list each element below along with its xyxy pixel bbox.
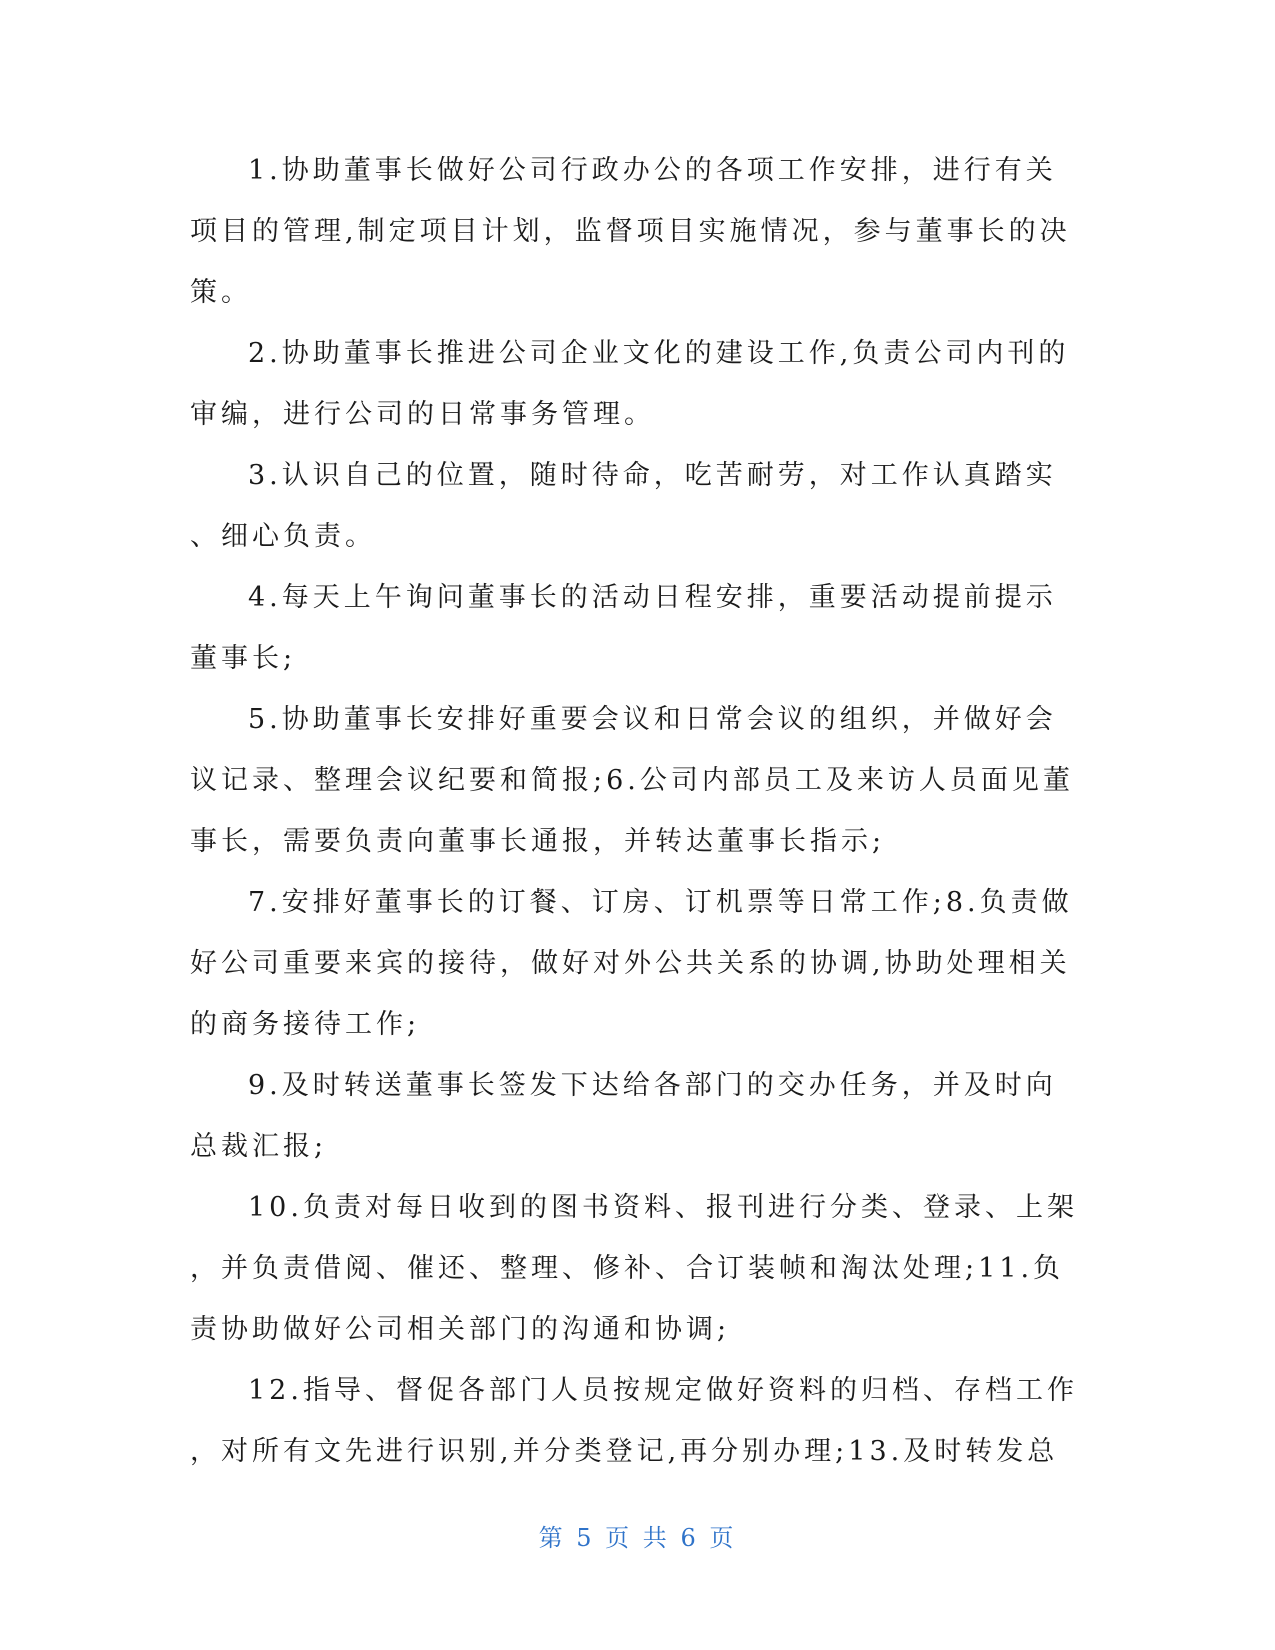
paragraph-line: 2.协助董事长推进公司企业文化的建设工作,负责公司内刊的 <box>248 338 1070 369</box>
paragraph-line: 议记录、整理会议纪要和简报;6.公司内部员工及来访人员面见董 <box>190 765 1074 796</box>
paragraph-line: 项目的管理,制定项目计划，监督项目实施情况，参与董事长的决 <box>190 216 1071 247</box>
paragraph-4 <box>190 567 1070 689</box>
paragraph-line: 事长，需要负责向董事长通报，并转达董事长指示; <box>190 826 886 857</box>
paragraph-line: ，对所有文先进行识别,并分类登记,再分别办理;13.及时转发总 <box>190 1436 1059 1467</box>
paragraph-line: 责协助做好公司相关部门的沟通和协调; <box>190 1314 731 1345</box>
page-number-footer: 第 5 页 共 6 页 <box>538 1524 737 1552</box>
paragraph-line: 1.协助董事长做好公司行政办公的各项工作安排，进行有关 <box>248 155 1057 186</box>
paragraph-line: 策。 <box>190 277 252 308</box>
paragraph-line: 的商务接待工作; <box>190 1009 421 1040</box>
paragraph-5 <box>190 689 1074 872</box>
paragraph-line: 总裁汇报; <box>190 1131 328 1162</box>
paragraph-line: 4.每天上午询问董事长的活动日程安排，重要活动提前提示 <box>248 582 1057 613</box>
paragraph-line: 7.安排好董事长的订餐、订房、订机票等日常工作;8.负责做 <box>248 887 1073 918</box>
paragraph-line: 5.协助董事长安排好重要会议和日常会议的组织，并做好会 <box>248 704 1057 735</box>
paragraph-8 <box>190 1177 1078 1360</box>
paragraph-7 <box>190 1055 1070 1177</box>
paragraph-line: 董事长; <box>190 643 297 674</box>
paragraph-line: 好公司重要来宾的接待，做好对外公共关系的协调,协助处理相关 <box>190 948 1071 979</box>
paragraph-2 <box>190 323 1070 445</box>
paragraph-line: 审编，进行公司的日常事务管理。 <box>190 399 655 430</box>
paragraph-1 <box>190 140 1070 323</box>
paragraph-3 <box>190 445 1070 567</box>
paragraph-line: 、细心负责。 <box>190 521 376 552</box>
paragraph-line: 9.及时转送董事长签发下达给各部门的交办任务，并及时向 <box>248 1070 1057 1101</box>
paragraph-9 <box>190 1360 1078 1482</box>
paragraph-line: 3.认识自己的位置，随时待命，吃苦耐劳，对工作认真踏实 <box>248 460 1057 491</box>
paragraph-6 <box>190 872 1073 1055</box>
paragraph-line: ，并负责借阅、催还、整理、修补、合订装帧和淘汰处理;11.负 <box>190 1253 1065 1284</box>
paragraph-line: 10.负责对每日收到的图书资料、报刊进行分类、登录、上架 <box>248 1192 1078 1223</box>
paragraph-line: 12.指导、督促各部门人员按规定做好资料的归档、存档工作 <box>248 1375 1078 1406</box>
document-body <box>190 140 1078 1482</box>
